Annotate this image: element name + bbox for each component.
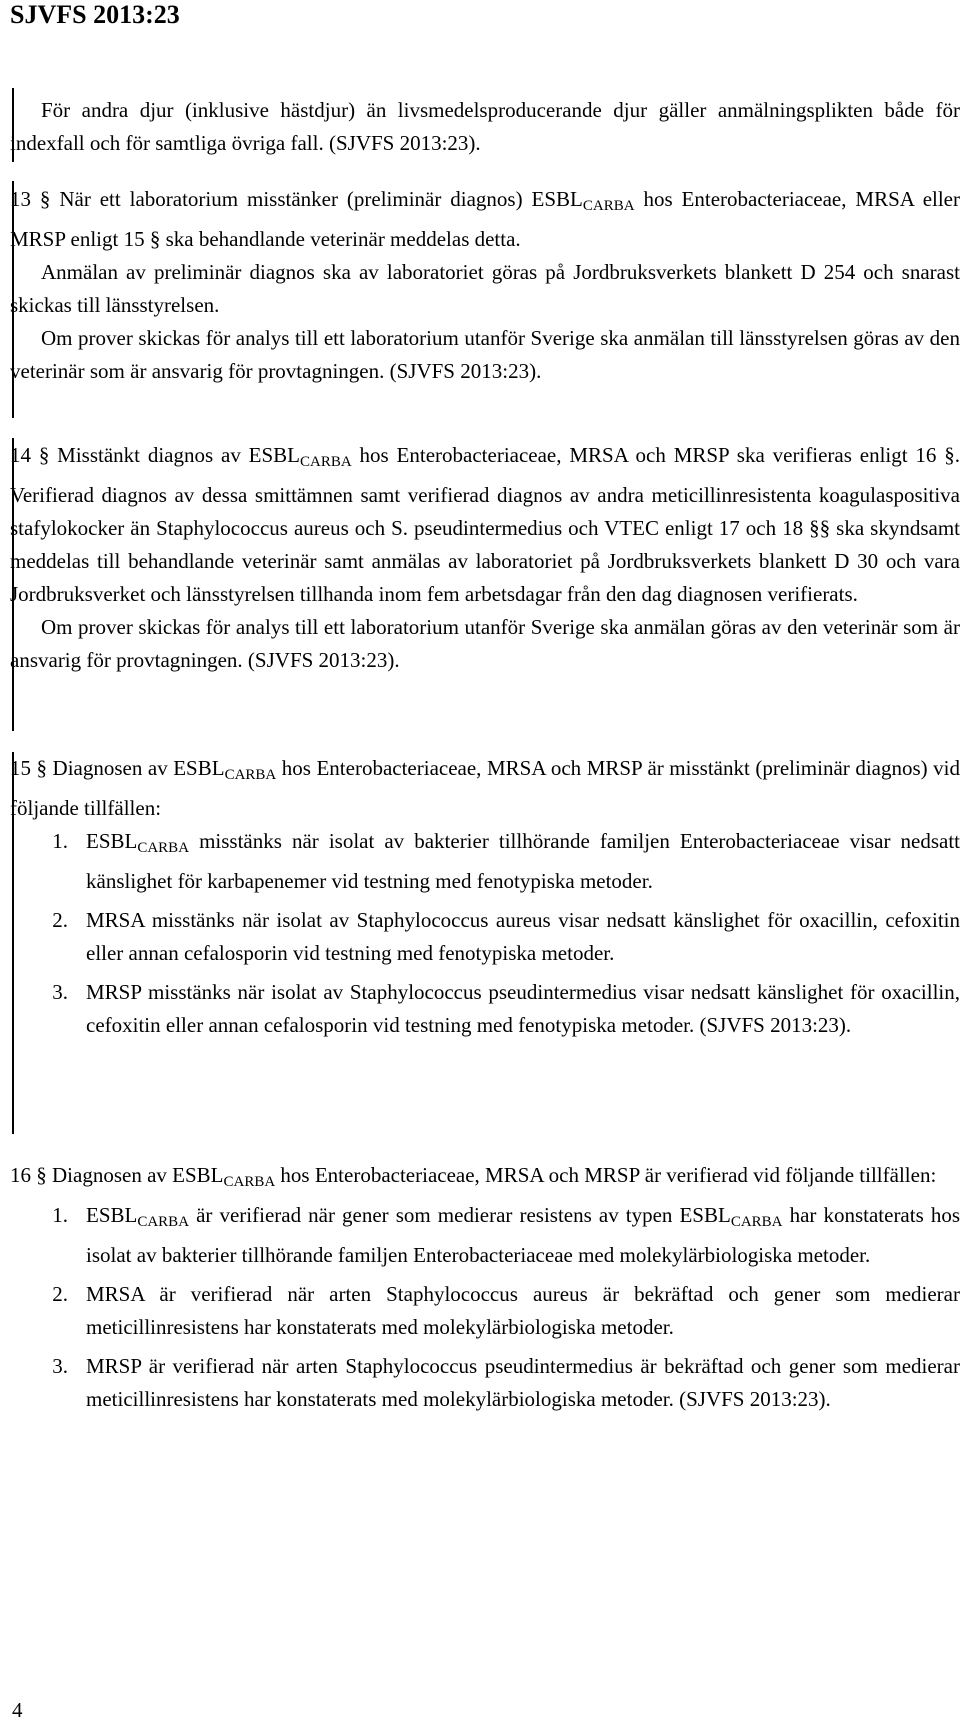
paragraph: För andra djur (inklusive hästdjur) än livsmedelsproducerande djur gäller anmälningsplikten både för indexfall och för samtliga övriga fall. (SJVFS 2013:23). [10,98,960,155]
list-item [10,825,960,898]
list-number: 1. [52,829,68,853]
list-number: 1. [52,1203,68,1227]
list-text: MRSA är verifierad när arten Staphylococcus aureus är bekräftad och gener som medierar meticillinresistens har konstaterats med molekylärbiologiska metoder. [86,1282,960,1339]
page-header: SJVFS 2013:23 [10,0,180,29]
list-item [10,1199,960,1272]
list-item [10,1278,960,1344]
subscript: CARBA [224,767,277,783]
criteria-list [10,825,960,1042]
page-number: 4 [12,1698,23,1722]
list-text: MRSA misstänks när isolat av Staphylococcus aureus visar nedsatt känslighet för oxacillin, cefoxitin eller annan cefalosporin vid testning med fenotypiska metoder. [86,908,960,965]
paragraph: Anmälan av preliminär diagnos ska av laboratoriet göras på Jordbruksverkets blankett D 254 och snarast skickas till länsstyrelsen. [10,260,960,317]
list-text: MRSP är verifierad när arten Staphylococcus pseudintermedius är bekräftad och gener som medierar meticillinresistens har konstaterats med molekylärbiologiska metoder. (SJVFS 2013:23). [86,1354,960,1411]
subscript: CARBA [137,840,190,856]
paragraph: 13 § När ett laboratorium misstänker (preliminär diagnos) $ESBL_{CARBA}$ hos Enterobacteriaceae, MRSA eller MRSP enligt 15 § ska behandlande veterinär meddelas detta. [10,187,960,251]
list-item [10,976,960,1042]
section-13 [10,183,960,388]
list-item [10,904,960,970]
subscript: CARBA [223,1174,276,1190]
section-14 [10,439,960,677]
list-number: 3. [52,980,68,1004]
list-number: 3. [52,1354,68,1378]
subscript: CARBA [300,454,352,470]
subscript: CARBA [582,198,635,214]
paragraph: 15 § Diagnosen av $ESBL_{CARBA}$ hos Enterobacteriaceae, MRSA och MRSP är misstänkt (preliminär diagnos) vid följande tillfällen: [10,756,960,820]
list-number: 2. [52,908,68,932]
list-text: $ESBL_{CARBA}$ är verifierad när gener som medierar resistens av typen $ESBL_{CARBA}$ har konstaterats hos isolat av bakterier tillhörande familjen Enterobacteriaceae med molekylärbiologiska metoder. [86,1203,960,1267]
list-text: $ESBL_{CARBA}$ misstänks när isolat av bakterier tillhörande familjen Enterobacteriaceae visar nedsatt känslighet för karbapenemer vid testning med fenotypiska metoder. [86,829,960,893]
subscript: CARBA [730,1214,783,1230]
list-item [10,1350,960,1416]
section-16 [10,1159,960,1422]
list-text: MRSP misstänks när isolat av Staphylococcus pseudintermedius visar nedsatt känslighet för oxacillin, cefoxitin eller annan cefalosporin vid testning med fenotypiska metoder. (SJVFS 2013:23). [86,980,960,1037]
paragraph: 14 § Misstänkt diagnos av $ESBL_{CARBA}$ hos Enterobacteriaceae, MRSA och MRSP ska verifieras enligt 16 §. Verifierad diagnos av dessa smittämnen samt verifierad diagnos av andra meticillinresistenta koagulaspositiva stafylokocker än Staphylococcus aureus och S. pseudintermedius och VTEC enligt 17 och 18 §§ ska skyndsamt meddelas till behandlande veterinär samt anmälas av laboratoriet på Jordbruksverkets blankett D 30 och vara Jordbruksverket och länsstyrelsen tillhanda inom fem arbetsdagar från den dag diagnosen verifierats. [10,443,960,606]
section-15 [10,752,960,1048]
list-number: 2. [52,1282,68,1306]
paragraph: 16 § Diagnosen av $ESBL_{CARBA}$ hos Enterobacteriaceae, MRSA och MRSP är verifierad vid följande tillfällen: [10,1163,937,1190]
criteria-list [10,1199,960,1416]
paragraph: Om prover skickas för analys till ett laboratorium utanför Sverige ska anmälan göras av den veterinär som är ansvarig för provtagningen. (SJVFS 2013:23). [10,615,960,672]
subscript: CARBA [137,1214,190,1230]
section-animal-note [10,94,960,160]
paragraph: Om prover skickas för analys till ett laboratorium utanför Sverige ska anmälan till länsstyrelsen göras av den veterinär som är ansvarig för provtagningen. (SJVFS 2013:23). [10,326,960,383]
